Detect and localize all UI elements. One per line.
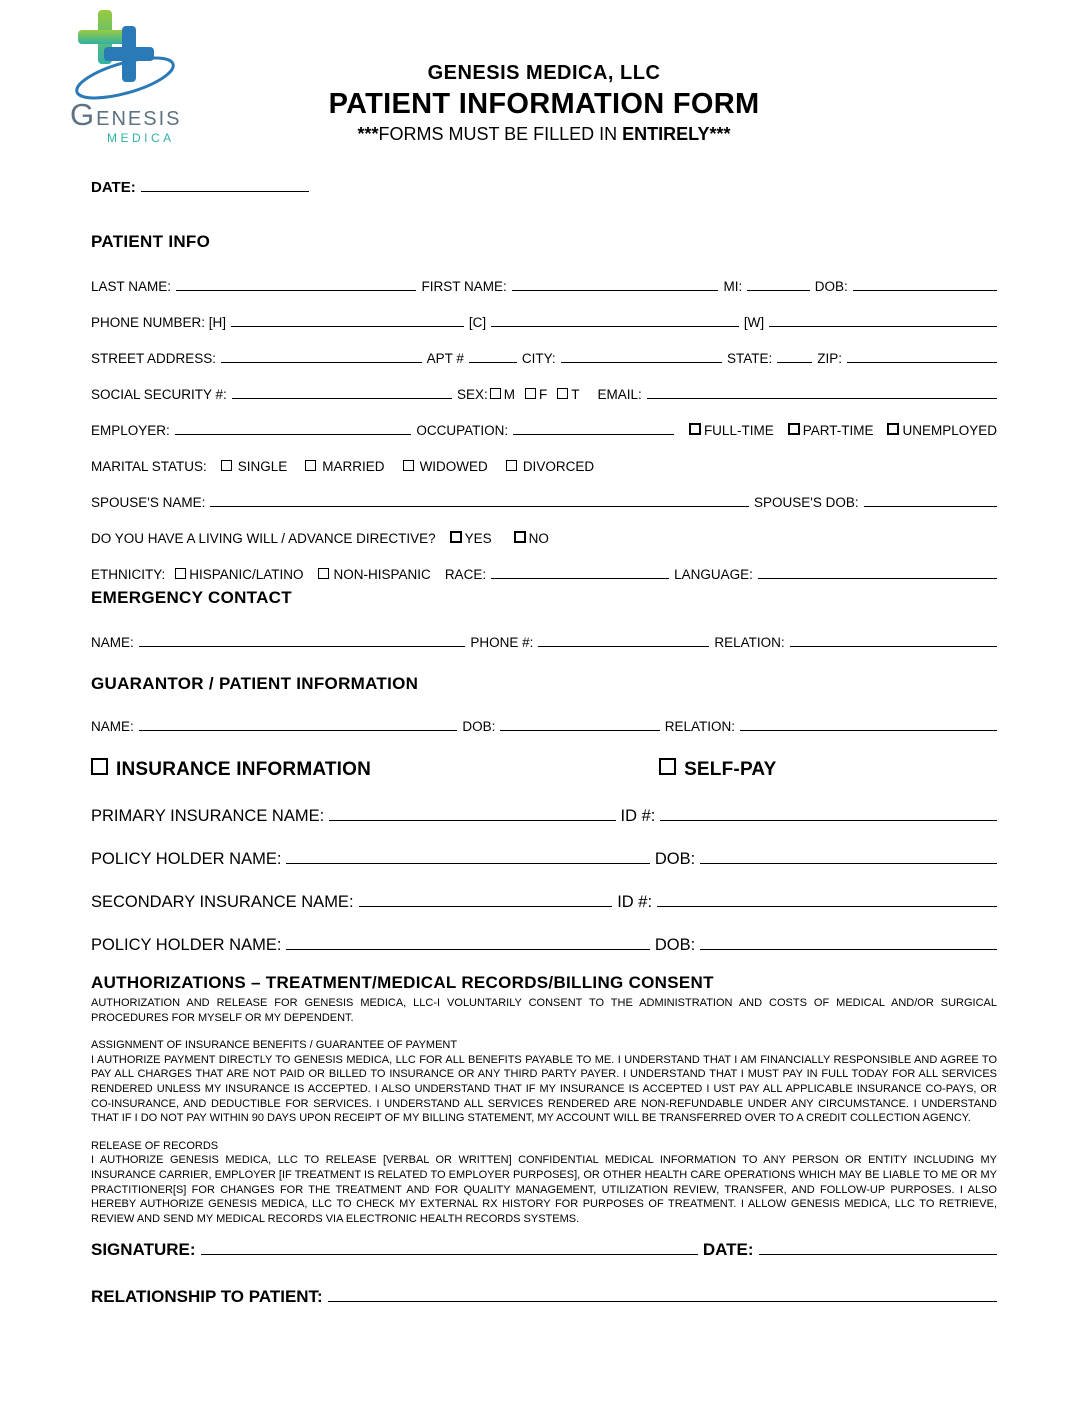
sex-trans-option[interactable] bbox=[557, 387, 579, 402]
patient-name-row bbox=[91, 279, 997, 294]
medical-cross-logo-icon bbox=[70, 8, 192, 108]
sex-male-label: M bbox=[503, 387, 515, 402]
married-label: MARRIED bbox=[322, 459, 385, 474]
widowed-option[interactable] bbox=[403, 459, 488, 474]
form-title: PATIENT INFORMATION FORM bbox=[328, 88, 760, 120]
living-will-no-label: NO bbox=[528, 531, 549, 546]
relationship-row bbox=[91, 1287, 997, 1307]
section-heading-authorizations: AUTHORIZATIONS – TREATMENT/MEDICAL RECORDS/BILLING CONSENT bbox=[91, 973, 714, 992]
apt-label: APT # bbox=[426, 351, 464, 366]
primary-insurance-label: PRIMARY INSURANCE NAME: bbox=[91, 807, 325, 825]
date-row bbox=[91, 179, 997, 196]
secondary-policy-holder-row bbox=[91, 936, 997, 955]
secondary-holder-dob-label: DOB: bbox=[654, 936, 696, 954]
sex-male-option[interactable] bbox=[490, 387, 515, 402]
guarantor-dob-line[interactable] bbox=[500, 727, 659, 731]
full-time-checkbox[interactable] bbox=[689, 423, 701, 435]
logo-medica-text: MEDICA bbox=[107, 131, 175, 145]
hispanic-checkbox[interactable] bbox=[175, 568, 186, 579]
apt-line[interactable] bbox=[469, 359, 517, 363]
phone-work-line[interactable] bbox=[769, 323, 997, 327]
note-text: FORMS MUST BE FILLED IN bbox=[378, 124, 623, 144]
email-line[interactable] bbox=[647, 395, 997, 399]
phone-cell-line[interactable] bbox=[491, 323, 739, 327]
genesis-medica-logo bbox=[70, 8, 210, 145]
primary-id-label: ID #: bbox=[620, 807, 656, 825]
sex-label: SEX: bbox=[456, 387, 488, 402]
single-label: SINGLE bbox=[237, 459, 288, 474]
spouse-name-line[interactable] bbox=[210, 503, 749, 507]
sex-female-option[interactable] bbox=[525, 387, 547, 402]
non-hispanic-label: NON-HISPANIC bbox=[333, 567, 431, 582]
unemployed-option[interactable] bbox=[887, 423, 997, 438]
ssn-line[interactable] bbox=[232, 395, 452, 399]
primary-holder-dob-line[interactable] bbox=[700, 860, 997, 864]
primary-id-line[interactable] bbox=[660, 817, 997, 821]
secondary-holder-dob-line[interactable] bbox=[700, 946, 997, 950]
primary-holder-dob-label: DOB: bbox=[654, 850, 696, 868]
ec-relation-line[interactable] bbox=[790, 643, 997, 647]
spouse-dob-label: SPOUSE'S DOB: bbox=[753, 495, 859, 510]
payment-options-row bbox=[91, 758, 997, 781]
phone-work-label: [W] bbox=[743, 315, 765, 330]
primary-policy-holder-label: POLICY HOLDER NAME: bbox=[91, 850, 282, 868]
address-row bbox=[91, 351, 997, 366]
dob-line[interactable] bbox=[853, 287, 997, 291]
single-checkbox[interactable] bbox=[221, 460, 232, 471]
self-pay-checkbox[interactable] bbox=[659, 758, 676, 775]
hispanic-label: HISPANIC/LATINO bbox=[189, 567, 304, 582]
primary-policy-holder-row bbox=[91, 850, 997, 869]
section-heading-guarantor: GUARANTOR / PATIENT INFORMATION bbox=[91, 674, 419, 693]
unemployed-label: UNEMPLOYED bbox=[902, 423, 997, 438]
dob-label: DOB: bbox=[814, 279, 848, 294]
zip-line[interactable] bbox=[847, 359, 997, 363]
release-body: I AUTHORIZE GENESIS MEDICA, LLC TO RELEASE [VERBAL OR WRITTEN] CONFIDENTIAL MEDICAL INFORMATION TO ANY PERSON OR ENTITY INCLUDING MY INSURANCE CARRIER, EMPLOYER [IF TREATMENT IS RELATED TO EMPLOYER PURPOSES], OR OTHER HEALTH CARE OPERATIONS WHICH MAY BE LIABLE TO ME OR MY PRACTITIONER[S] FOR CHANGES FOR THE TREATMENT AND FOR QUALITY MANAGEMENT, UTILIZATION REVIEW, TRANSFER, AND FOLLOW-UP PURPOSES. I ALSO HEREBY AUTHORIZE GENESIS MEDICA, LLC TO CHECK MY EXTERNAL RX HISTORY FOR PURPOSES OF TREATMENT. I ALLOW GENESIS MEDICA, LLC TO RETRIEVE, REVIEW AND SEND MY MEDICAL RECORDS VIA ELECTRONIC HEALTH RECORDS SYSTEMS. bbox=[91, 1154, 997, 1225]
date-line[interactable] bbox=[141, 188, 309, 192]
primary-policy-holder-line[interactable] bbox=[286, 860, 649, 864]
first-name-label: FIRST NAME: bbox=[421, 279, 507, 294]
last-name-label: LAST NAME: bbox=[91, 279, 172, 294]
signature-date-line[interactable] bbox=[759, 1251, 998, 1255]
race-line[interactable] bbox=[491, 575, 669, 579]
emergency-contact-row bbox=[91, 635, 997, 650]
sex-female-checkbox[interactable] bbox=[525, 388, 536, 399]
ethnicity-label: ETHNICITY: bbox=[91, 567, 166, 582]
city-label: CITY: bbox=[521, 351, 556, 366]
part-time-label: PART-TIME bbox=[802, 423, 874, 438]
zip-label: ZIP: bbox=[817, 351, 842, 366]
guarantor-relation-label: RELATION: bbox=[664, 719, 736, 734]
logo-genesis-text: GENESIS bbox=[70, 97, 182, 132]
guarantor-name-label: NAME: bbox=[91, 719, 134, 734]
guarantor-row bbox=[91, 719, 997, 734]
signature-date-label: DATE: bbox=[702, 1240, 754, 1260]
authorization-intro: AUTHORIZATION AND RELEASE FOR GENESIS MEDICA, LLC-I VOLUNTARILY CONSENT TO THE ADMINISTRATION AND COSTS OF MEDICAL AND/OR SURGICAL PROCEDURES FOR MYSELF OR MY DEPENDENT. bbox=[91, 997, 997, 1024]
secondary-insurance-line[interactable] bbox=[359, 903, 613, 907]
ec-phone-label: PHONE #: bbox=[470, 635, 534, 650]
secondary-id-line[interactable] bbox=[657, 903, 997, 907]
part-time-checkbox[interactable] bbox=[788, 423, 800, 435]
phone-home-line[interactable] bbox=[231, 323, 464, 327]
last-name-line[interactable] bbox=[176, 287, 416, 291]
secondary-insurance-row bbox=[91, 893, 997, 912]
insurance-information-checkbox[interactable] bbox=[91, 758, 108, 775]
release-title: RELEASE OF RECORDS bbox=[91, 1139, 219, 1152]
phone-home-label: PHONE NUMBER: [H] bbox=[91, 315, 227, 330]
single-option[interactable] bbox=[221, 459, 288, 474]
company-name: GENESIS MEDICA, LLC bbox=[427, 62, 661, 84]
phone-row bbox=[91, 315, 997, 330]
divorced-checkbox[interactable] bbox=[506, 460, 517, 471]
secondary-policy-holder-line[interactable] bbox=[286, 946, 649, 950]
language-label: LANGUAGE: bbox=[674, 567, 753, 582]
primary-insurance-row bbox=[91, 807, 997, 826]
employment-row bbox=[91, 423, 997, 438]
ssn-label: SOCIAL SECURITY #: bbox=[91, 387, 227, 402]
employer-label: EMPLOYER: bbox=[91, 423, 170, 438]
living-will-no-option[interactable] bbox=[514, 531, 549, 546]
state-label: STATE: bbox=[727, 351, 773, 366]
note-stars: *** bbox=[357, 124, 379, 144]
signature-row bbox=[91, 1240, 997, 1260]
living-will-no-checkbox[interactable] bbox=[514, 531, 526, 543]
self-pay-label: SELF-PAY bbox=[684, 759, 777, 780]
full-time-option[interactable] bbox=[689, 423, 774, 438]
mi-line[interactable] bbox=[747, 287, 810, 291]
ec-name-label: NAME: bbox=[91, 635, 134, 650]
widowed-label: WIDOWED bbox=[419, 459, 488, 474]
ec-phone-line[interactable] bbox=[538, 643, 709, 647]
street-address-line[interactable] bbox=[221, 359, 422, 363]
spouse-dob-line[interactable] bbox=[864, 503, 997, 507]
signature-label: SIGNATURE: bbox=[91, 1240, 196, 1260]
full-time-label: FULL-TIME bbox=[703, 423, 774, 438]
email-label: EMAIL: bbox=[597, 387, 642, 402]
ec-relation-label: RELATION: bbox=[714, 635, 785, 650]
relationship-line[interactable] bbox=[328, 1298, 997, 1302]
mi-label: MI: bbox=[723, 279, 743, 294]
secondary-policy-holder-label: POLICY HOLDER NAME: bbox=[91, 936, 282, 954]
married-checkbox[interactable] bbox=[305, 460, 316, 471]
occupation-line[interactable] bbox=[513, 431, 674, 435]
marital-status-row bbox=[91, 459, 997, 474]
ssn-sex-email-row bbox=[91, 387, 997, 402]
section-heading-patient-info: PATIENT INFO bbox=[91, 232, 211, 251]
divorced-option[interactable] bbox=[506, 459, 594, 474]
phone-cell-label: [C] bbox=[468, 315, 487, 330]
relationship-label: RELATIONSHIP TO PATIENT: bbox=[91, 1287, 323, 1307]
spouse-name-label: SPOUSE'S NAME: bbox=[91, 495, 206, 510]
part-time-option[interactable] bbox=[788, 423, 874, 438]
living-will-row bbox=[91, 531, 997, 546]
section-heading-emergency-contact: EMERGENCY CONTACT bbox=[91, 588, 292, 607]
assignment-title: ASSIGNMENT OF INSURANCE BENEFITS / GUARANTEE OF PAYMENT bbox=[91, 1039, 458, 1052]
spouse-row bbox=[91, 495, 997, 510]
street-address-label: STREET ADDRESS: bbox=[91, 351, 217, 366]
secondary-insurance-label: SECONDARY INSURANCE NAME: bbox=[91, 893, 354, 911]
non-hispanic-option[interactable] bbox=[318, 567, 431, 582]
ec-name-line[interactable] bbox=[139, 643, 466, 647]
note-bold: ENTIRELY*** bbox=[622, 124, 731, 144]
city-line[interactable] bbox=[561, 359, 722, 363]
primary-insurance-line[interactable] bbox=[329, 817, 615, 821]
sex-trans-checkbox[interactable] bbox=[557, 388, 568, 399]
insurance-information-label: INSURANCE INFORMATION bbox=[116, 759, 372, 780]
guarantor-relation-line[interactable] bbox=[740, 727, 997, 731]
living-will-question: DO YOU HAVE A LIVING WILL / ADVANCE DIRECTIVE? bbox=[91, 531, 436, 546]
marital-status-label: MARITAL STATUS: bbox=[91, 459, 207, 474]
first-name-line[interactable] bbox=[512, 287, 719, 291]
state-line[interactable] bbox=[777, 359, 812, 363]
sex-female-label: F bbox=[538, 387, 548, 402]
living-will-yes-label: YES bbox=[464, 531, 492, 546]
secondary-id-label: ID #: bbox=[617, 893, 653, 911]
non-hispanic-checkbox[interactable] bbox=[318, 568, 329, 579]
race-label: RACE: bbox=[444, 567, 487, 582]
married-option[interactable] bbox=[305, 459, 384, 474]
unemployed-checkbox[interactable] bbox=[887, 423, 899, 435]
ethnicity-row bbox=[91, 567, 997, 582]
living-will-yes-option[interactable] bbox=[450, 531, 492, 546]
guarantor-dob-label: DOB: bbox=[462, 719, 496, 734]
divorced-label: DIVORCED bbox=[522, 459, 595, 474]
hispanic-option[interactable] bbox=[175, 567, 303, 582]
assignment-body: I AUTHORIZE PAYMENT DIRECTLY TO GENESIS MEDICA, LLC FOR ALL BENEFITS PAYABLE TO ME. I UNDERSTAND THAT I AM FINANCIALLY RESPONSIBLE AND AGREE TO PAY ALL CHARGES THAT ARE NOT PAID OR BILLED TO INSURANCE OR ANY THIRD PARTY PAYER. I UNDERSTAND THAT I MUST PAY IN FULL TODAY FOR ALL SERVICES RENDERED UNLESS MY INSURANCE IS ACCEPTED. I ALSO UNDERSTAND THAT IF MY INSURANCE IS ACCEPTED I UST PAY ALL APPLICABLE INSURANCE CO-PAYS, OR CO-INSURANCE, AND DEDUCTIBLE FOR SERVICES. I UNDERSTAND ALL SERVICES RENDERED ARE NON-REFUNDABLE UNDER ANY CIRCUMSTANCE. I UNDERSTAND THAT IF I DO NOT PAY WITHIN 90 DAYS UPON RECEIPT OF MY BILLING STATEMENT, MY ACCOUNT WILL BE TRANSFERRED OVER TO A CREDIT COLLECTION AGENCY. bbox=[91, 1053, 997, 1125]
living-will-yes-checkbox[interactable] bbox=[450, 531, 462, 543]
occupation-label: OCCUPATION: bbox=[416, 423, 509, 438]
widowed-checkbox[interactable] bbox=[403, 460, 414, 471]
language-line[interactable] bbox=[758, 575, 997, 579]
sex-trans-label: T bbox=[571, 387, 580, 402]
sex-male-checkbox[interactable] bbox=[490, 388, 501, 399]
guarantor-name-line[interactable] bbox=[139, 727, 458, 731]
signature-line[interactable] bbox=[201, 1251, 698, 1255]
date-label: DATE: bbox=[91, 179, 136, 196]
employer-line[interactable] bbox=[175, 431, 412, 435]
